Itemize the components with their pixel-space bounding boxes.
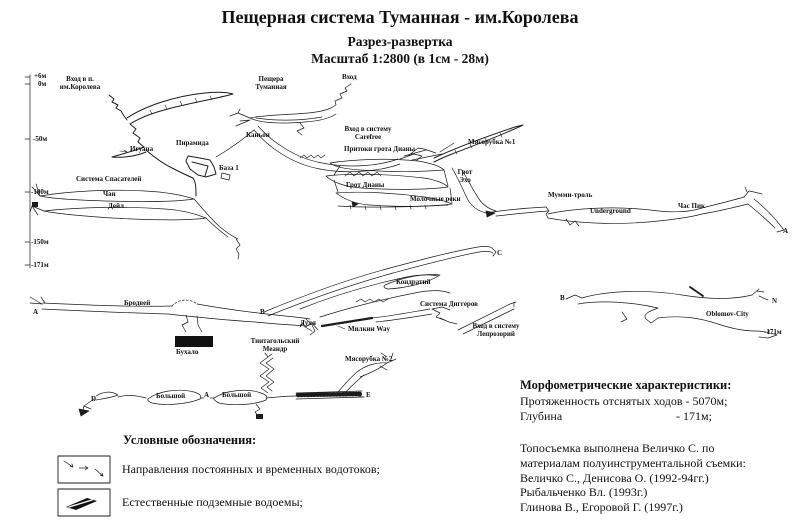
label-entrance-top: Вход	[342, 73, 357, 81]
depth-tick-150: -150м	[31, 238, 49, 246]
label-oblomov-city: Oblomov-City	[706, 310, 749, 318]
label-mummi-trol: Мумми-троль	[548, 191, 593, 199]
diana-complex-passages	[326, 125, 784, 232]
label-cave-tumannaya: Пещера Туманная	[255, 75, 287, 91]
credits-line-1: Топосъемка выполнена Величко С. по	[520, 441, 715, 455]
label-point-b-oblomov: В	[560, 294, 565, 302]
label-entrance-leprozoriy: Вход в систему Лепрозорий	[472, 322, 520, 338]
credits-line-3: Величко С., Денисова О. (1992-94гг.)	[520, 471, 709, 485]
label-depth-171-right: -171м	[764, 328, 782, 336]
label-point-n: N	[772, 297, 778, 305]
watercourse-arrows-icon	[58, 456, 110, 483]
underground-waterbody-icon	[58, 489, 110, 516]
credits-line-2: материалам полуинструментальной съемки:	[520, 456, 746, 470]
label-grot-eho: Грот Эхо	[457, 168, 473, 184]
depth-tick-plus6: +6м	[34, 72, 47, 80]
label-myasorubka2: Мясорубка №2	[345, 355, 393, 363]
label-milkin-way: Милкин Way	[348, 325, 391, 333]
credits-line-5: Глинова В., Егоровой Г. (1997г.)	[520, 500, 683, 514]
label-brodvey: Бродвей	[124, 299, 151, 307]
legend-symbols	[58, 456, 110, 516]
label-point-c: С	[497, 249, 503, 257]
label-point-a-left: А	[33, 308, 39, 316]
map-scale-text: Масштаб 1:2800 (в 1см - 28м)	[311, 51, 489, 66]
label-kondratiy: Кондратий	[396, 278, 431, 286]
legend-heading: Условные обозначения:	[123, 433, 257, 447]
legend-item-waterbodies: Естественные подземные водоемы;	[122, 495, 303, 509]
label-kanyon: Каньон	[246, 131, 270, 139]
label-sistema-diggerov: Система Диггеров	[420, 300, 478, 308]
label-chas-pik: Час Пик	[678, 202, 706, 210]
label-point-b-mid: В	[260, 308, 265, 316]
morphometry-depth-value: - 171м;	[676, 409, 712, 423]
label-point-a-bottom: А	[204, 391, 210, 399]
page-title: Пещерная система Туманная - им.Королева	[221, 7, 579, 27]
label-bolshoy-2: Большой	[222, 391, 252, 399]
label-pritoki: Притоки грота Дианы	[344, 145, 416, 153]
label-grot-diany: Грот Дианы	[346, 181, 385, 189]
label-myasorubka1: Мясорубка №1	[468, 138, 516, 146]
label-bolshoy-1: Большой	[156, 392, 186, 400]
label-molochnye-reki: Молочные реки	[410, 195, 461, 203]
label-dulya: Дуля	[300, 319, 316, 327]
label-piramida: Пирамида	[176, 139, 209, 147]
label-iguana: Игуана	[130, 145, 154, 153]
label-underground: Underground	[590, 207, 631, 215]
label-entrance-carefree: Вход в систему Carefree	[344, 125, 392, 141]
spasateley-system-passages	[30, 184, 240, 259]
depth-tick-0: 0м	[38, 80, 47, 88]
morphometry-heading: Морфометрические характеристики:	[520, 378, 732, 392]
label-chan: Чан	[103, 190, 116, 198]
label-point-e: Е	[366, 391, 371, 399]
label-tintagolsky-meandr: Тинтагольский Меандр	[250, 337, 300, 353]
label-point-d: D	[91, 395, 97, 403]
label-deyl: Дейл	[108, 202, 124, 210]
page-subtitle: Разрез-развертка	[347, 34, 453, 49]
credits-line-4: Рыбальченко Вл. (1993г.)	[520, 485, 648, 499]
morphometry-depth-label: Глубина	[520, 409, 563, 423]
depth-tick-50: -50м	[33, 135, 48, 143]
depth-scale-axis	[25, 75, 30, 268]
label-point-a-right: А	[783, 227, 789, 235]
label-baza1: База 1	[219, 164, 239, 172]
label-buhalo: Бухало	[176, 348, 199, 356]
depth-tick-100: -100м	[31, 188, 49, 196]
legend-item-watercourses: Направления постоянных и временных водотоков;	[122, 462, 380, 476]
label-entrance-korolev: Вход в п. им.Королева	[59, 75, 101, 91]
depth-tick-171: -171м	[31, 261, 49, 269]
morphometry-length: Протяженность отснятых ходов - 5070м;	[520, 394, 728, 408]
label-sistema-spasateley: Система Спасателей	[76, 175, 142, 183]
